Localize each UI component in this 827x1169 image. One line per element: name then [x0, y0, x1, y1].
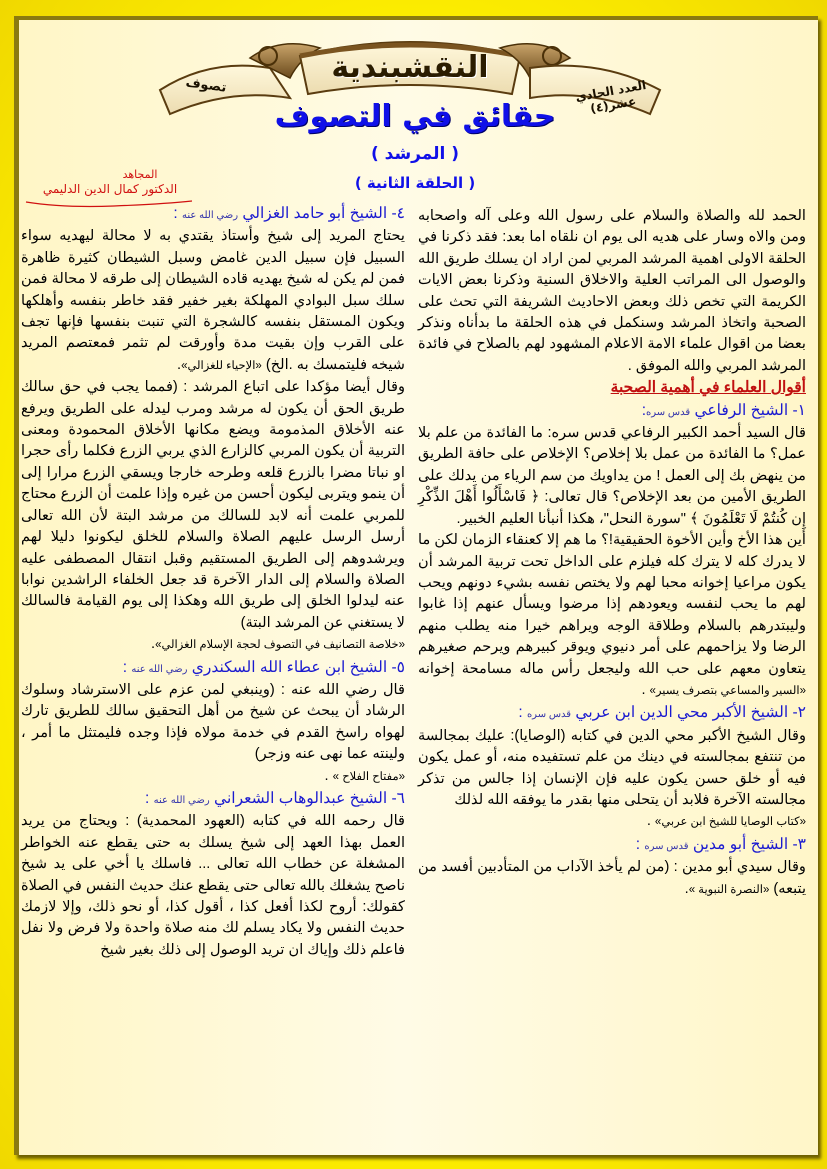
citation: «السير والمساعي بتصرف يسير» [649, 684, 806, 697]
citation: «مفتاح الفلاح » [332, 770, 405, 783]
scholar-heading-5: ٥- الشيخ ابن عطاء الله السكندري رضي الله عنه : [122, 658, 405, 676]
citation: «كتاب الوصايا للشيخ ابن عربي» [654, 816, 806, 829]
scholar-quote-4b: وقال أيضا مؤكدا على اتباع المرشد : (فمما يجب في حق سالك طريق الحق أن يكون له مرشد ومرب ليدله على الطريق ويرفع عنه الأخلاق المذمومة ويضع مكانها الأخلاق المحمودة ومعنى التربية أن يكون المربي كالزارع الذي يربي الزرع فكلما رأى حجرا او نباتا مضرا بالزرع قلعه وطرحه خارجا ويسقي الزرع مرارا إلى أن ينمو ويتربى ليكون أحسن من غيره وإذا علمت أن الزرع محتاج للمربي علمت أنه لابد للسالك من مرشد البتة لأن الله تعالى أرسل الرسل عليهم الصلاة والسلام للخلق ليكونوا دليلا لهم ويرشدوهم إلى الطريق المستقيم وقبل انتقال المصطفى عليه الصلاة والسلام إلى الدار الآخرة قد جعل الخلفاء الراشدين نوابا عنه ليدلوا الخلق إلى طريق الله وهكذا إلى يوم القيامة فالسالك لا يستغني عن المرشد البتة) [21, 379, 405, 631]
scholar-quote-4: يحتاج المريد إلى شيخ وأستاذ يقتدي به لا محالة ليهديه سواء السبيل فإن سبيل الدين غامض وسبل الشيطان كثيرة ظاهرة فمن لم يكن له شيخ يهديه قاده الشيطان إلى طرقه لا محالة فمن سلك سبل البوادي المهلكة بغير خفير فقد خاطر بنفسه وأهلكها ويكون المستقل بنفسه كالشجرة التي تنبت بنفسها فإنها تجف على القرب وإن بقيت مدة وأورقت لم تثمر فمعتصم المريد شيخه فليتمسك به .الخ) [21, 228, 405, 373]
honorific-glyph-icon: قدس سره [646, 406, 691, 418]
scholar-heading-text: ٤- الشيخ أبو حامد الغزالي [242, 205, 405, 222]
scholar-heading-2: ٢- الشيخ الأكبر محي الدين ابن عربي قدس سره : [518, 704, 806, 722]
citation: «النصرة النبوية » [688, 883, 770, 896]
honorific-glyph-icon: قدس سره [526, 709, 572, 721]
intro-paragraph: الحمد لله والصلاة والسلام على رسول الله وعلى آله واصحابه ومن والاه وسار على هديه الى يوم ان نلقاه اما بعد: فقد ذكرنا في الحلقة الاولى اهمية المرشد المربي لمن اراد ان يسلك طريق الله والوصول الى المراتب العلية والاخلاق السنية وذكرنا بعض الايات الكريمة التي تخص ذلك وبعض الاحاديث الشريفة التي تحث على الصحبة واتخاذ المرشد وسنكمل في هذه الحلقة ما بدأناه ونذكر بعضا من اقوال علماء الامة الاعلام المشهود لهم بالصلاح في فائدة المرشد المربي والله الموفق . [418, 208, 806, 374]
issue-number: العدد الحادي عشر(٤) [574, 77, 648, 116]
section-label: تصوف [184, 75, 228, 96]
scholar-heading-4: ٤- الشيخ أبو حامد الغزالي رضي الله عنه : [173, 205, 405, 222]
citation: «الإحياء للغزالي» [181, 359, 262, 372]
scholar-quote-3: وقال سيدي أبو مدين : (من لم يأخذ الآداب من المتأدبين أفسد من يتبعه) [418, 859, 806, 897]
left-column: ٤- الشيخ أبو حامد الغزالي رضي الله عنه : يحتاج المريد إلى شيخ وأستاذ يقتدي به لا محالة ليهديه سواء السبيل فإن سبيل الدين غامض وسبل الشيطان كثيرة ظاهرة فمن لم يكن له شيخ يهديه قاده الشيطان إلى طرقه لا محالة فمن سلك سبل البوادي المهلكة بغير خفير فقد خاطر بنفسه وأهلكها ويكون المستقل بنفسه كالشجرة التي تنبت بنفسها فإنها تجف على القرب وإن بقيت مدة وأورقت لم تثمر فمعتصم المريد شيخه فليتمسك به .الخ) «الإحياء للغزالي». وقال أيضا مؤكدا على اتباع المرشد : (فمما يجب في حق سالك طريق الحق أن يكون له مرشد ومرب ليدله على الطريق ويرفع عنه الأخلاق المذمومة ويضع مكانها الأخلاق المحمودة ومعنى التربية أن يكون المربي كالزارع الذي يربي الزرع فكلما رأى حجرا او نباتا مضرا بالزرع قلعه وطرحه خارجا ويسقي الزرع مرارا إلى أن ينمو ويتربى ليكون أحسن من غيره وإذا علمت أن الزرع محتاج للمربي علمت أنه لابد للسالك من مرشد البتة لأن الله تعالى أرسل الرسل عليهم الصلاة والسلام للخلق ليكونوا دليلا لهم ويرشدوهم إلى الطريق المستقيم وقبل انتقال المصطفى عليه الصلاة والسلام إلى الدار الآخرة قد جعل الخلفاء الراشدين نوابا عنه ليدلوا الخلق إلى طريق الله وهكذا إلى يوم القيامة فالسالك لا يستغني عن المرشد البتة) «خلاصة التصانيف في التصوف لحجة الإسلام الغزالي». ٥- الشيخ ابن عطاء الله السكندري رضي الله عنه : قال رضي الله عنه : (وينبغي لمن عزم على الاسترشاد وسلوك الرشاد أن يبحث عن شيخ من أهل التحقيق سالك للطريق تارك لهواه راسخ القدم في خدمة مولاه فإذا وجده فليمتثل ما أمر ، ولينته عما نهى عنه وزجر) «مفتاح الفلاح » . ٦- الشيخ عبدالوهاب الشعراني رضي الله عنه : قال رحمه الله في كتابه (العهود المحمدية) : ويحتاج من يريد العمل بهذا العهد إلى شيخ يسلك به حتى يقطع عنه الخواطر المشغلة عن خطاب الله تعالى ... فاسلك يا أخي على يد شيخ ناصح يشغلك بالله تعالى حتى يقطع عنك حديث النفس في الصلاة كقولك: أروح لكذا أفعل كذا ، أقول كذا، أو نحو ذلك، وإلا لازمك حديث النفس ولا يكاد يسلم لك منه صلاة واحدة ولا فرض ولا نفل فاعلم ذلك وإياك ان تريد الوصول إلى ذلك بغير شيخ [21, 203, 405, 961]
section-heading: أقوال العلماء في أهمية الصحبة [610, 379, 806, 397]
citation: «خلاصة التصانيف في التصوف لحجة الإسلام الغزالي» [155, 639, 405, 652]
author-honorific: المجاهد [122, 168, 158, 181]
scholar-heading-3: ٣- الشيخ أبو مدين قدس سره : [635, 835, 806, 853]
scholar-heading-1: ١- الشيخ الرفاعي قدس سره: [641, 401, 806, 419]
article-subtitle: ( المرشد ) [370, 144, 460, 164]
honorific-glyph-icon: رضي الله عنه [181, 210, 239, 221]
episode-label: ( الحلقة الثانية ) [354, 174, 476, 192]
scholar-heading-text: ٥- الشيخ ابن عطاء الله السكندري [191, 658, 405, 676]
scholar-quote-6: قال رحمه الله في كتابه (العهود المحمدية) : ويحتاج من يريد العمل بهذا العهد إلى شيخ يسلك به حتى يقطع عنه الخواطر المشغلة عن خطاب الله تعالى ... فاسلك يا أخي على يد شيخ ناصح يشغلك بالله تعالى حتى يقطع عنك حديث النفس في الصلاة كقولك: أروح لكذا أفعل كذا ، أقول كذا، أو نحو ذلك، وإلا لازمك حديث النفس ولا يكاد يسلم لك منه صلاة واحدة ولا فرض ولا نفل فاعلم ذلك وإياك ان تريد الوصول إلى ذلك بغير شيخ [21, 813, 405, 958]
scholar-quote-5: قال رضي الله عنه : (وينبغي لمن عزم على الاسترشاد وسلوك الرشاد أن يبحث عن شيخ من أهل التحقيق سالك للطريق تارك لهواه راسخ القدم في خدمة مولاه فإذا وجده فليمتثل ما أمر ، ولينته عما نهى عنه وزجر) [21, 681, 405, 763]
scholar-quote-2: وقال الشيخ الأكبر محي الدين في كتابه (الوصايا): عليك بمجالسة من تنتفع بمجالسته في دينك من علم تستفيده منه، أو عمل يكون فيه أو خلق حسن يكون عليه فإن الإنسان إذا جالس من تذكر مجالسته الآخرة فلابد أن يتحلى منها بقدر ما يوفقه الله لذلك [418, 727, 806, 808]
honorific-glyph-icon: قدس سره [644, 840, 689, 852]
right-column: الحمد لله والصلاة والسلام على رسول الله وعلى آله واصحابه ومن والاه وسار على هديه الى يوم ان نلقاه اما بعد: فقد ذكرنا في الحلقة الاولى اهمية المرشد المربي لمن اراد ان يسلك طريق الله والوصول الى المراتب العلية والاخلاق السنية وذكرنا بعض الايات الكريمة التي تخص ذلك وبعض الاحاديث الشريفة التي تحث على الصحبة واتخاذ المرشد وسنكمل في هذه الحلقة ما بدأناه ونذكر بعضا من اقوال علماء الامة الاعلام المشهود لهم بالصلاح في فائدة المرشد المربي والله الموفق . أقوال العلماء في أهمية الصحبة ١- الشيخ الرفاعي قدس سره: قال السيد أحمد الكبير الرفاعي قدس سره: ما الفائدة من علم بلا عمل؟ ما الفائدة من عمل بلا إخلاص؟ الإخلاص على حافة الطريق من ينهض بك إلى العمل ! من يداويك من سم الرياء من يدلك على الطريق الأمين من بعد الإخلاص؟ قال تعالى: ﴿ فَاسْأَلُوا أَهْلَ الذِّكْرِ إِن كُنتُمْ لَا تَعْلَمُونَ ﴾ "سورة النحل"، هكذا أنبأنا العليم الخبير. أين هذا الأخ وأين الأخوة الحقيقية!؟ ما هم إلا كعنقاء الزمان لكن ما لا يدرك كله لا يترك كله فيلزم على الداخل تحت تربية المرشد أن يكون مراعيا إخوانه محبا لهم ولا يختص نفسه بشيء دونهم ويحب لهم ما يحب لنفسه ويعودهم إذا مرضوا ويسأل عنهم إذا غابوا وليبتدرهم بالسلام وطلاقة الوجه ويراهم خيرا منه يطلب منهم الرضا ولا يزاحمهم على أمر دنيوي ويوقر كبيرهم ويرحم صغيرهم يتعاون معهم على حب الله وليجعل رأس ماله مسامحة إخوانه «السير والمساعي بتصرف يسير» . ٢- الشيخ الأكبر محي الدين ابن عربي قدس سره : وقال الشيخ الأكبر محي الدين في كتابه (الوصايا): عليك بمجالسة من تنتفع بمجالسته في دينك من علم تستفيده منه، أو عمل يكون فيه أو خلق حسن يكون عليه فإن الإنسان إذا جالس من تذكر مجالسته الآخرة فلابد أن يتحلى منها بقدر ما يوفقه الله لذلك «كتاب الوصايا للشيخ ابن عربي» . ٣- الشيخ أبو مدين قدس سره : وقال سيدي أبو مدين : (من لم يأخذ الآداب من المتأدبين أفسد من يتبعه) «النصرة النبوية ». [418, 208, 806, 897]
scholar-quote-1: قال السيد أحمد الكبير الرفاعي قدس سره: ما الفائدة من علم بلا عمل؟ ما الفائدة من عمل بلا إخلاص؟ الإخلاص على حافة الطريق من ينهض بك إلى العمل ! من يداويك من سم الرياء من يدلك على الطريق الأمين من بعد الإخلاص؟ قال تعالى: ﴿ فَاسْأَلُوا أَهْلَ الذِّكْرِ إِن كُنتُمْ لَا تَعْلَمُونَ ﴾ "سورة النحل"، هكذا أنبأنا العليم الخبير. [418, 425, 806, 527]
honorific-glyph-icon: رضي الله عنه [131, 663, 188, 675]
scholar-heading-text: ١- الشيخ الرفاعي [694, 401, 806, 419]
author-name: الدكتور كمال الدين الدليمي [42, 182, 178, 196]
scholar-heading-text: ٢- الشيخ الأكبر محي الدين ابن عربي [575, 704, 806, 722]
scholar-heading-text: ٦- الشيخ عبدالوهاب الشعراني [214, 789, 405, 807]
article-title: حقائق في التصوف [274, 99, 556, 134]
scholar-heading-6: ٦- الشيخ عبدالوهاب الشعراني رضي الله عنه : [145, 789, 405, 807]
scholar-heading-text: ٣- الشيخ أبو مدين [692, 835, 806, 853]
magazine-title: النقشبندية [331, 50, 489, 85]
scholar-quote-1b: أين هذا الأخ وأين الأخوة الحقيقية!؟ ما هم إلا كعنقاء الزمان لكن ما لا يدرك كله لا يترك كله فيلزم على الداخل تحت تربية المرشد أن يكون مراعيا إخوانه محبا لهم ولا يختص نفسه بشيء دونهم ويحب لهم ما يحب لنفسه ويعودهم إذا مرضوا ويسأل عنهم إذا غابوا وليبتدرهم بالسلام وطلاقة الوجه ويراهم خيرا منه يطلب منهم الرضا ولا يزاحمهم على أمر دنيوي ويوقر كبيرهم ويرحم صغيرهم يتعاون معهم على حب الله وليجعل رأس ماله مسامحة إخوانه [418, 532, 806, 677]
honorific-glyph-icon: رضي الله عنه [153, 794, 210, 806]
